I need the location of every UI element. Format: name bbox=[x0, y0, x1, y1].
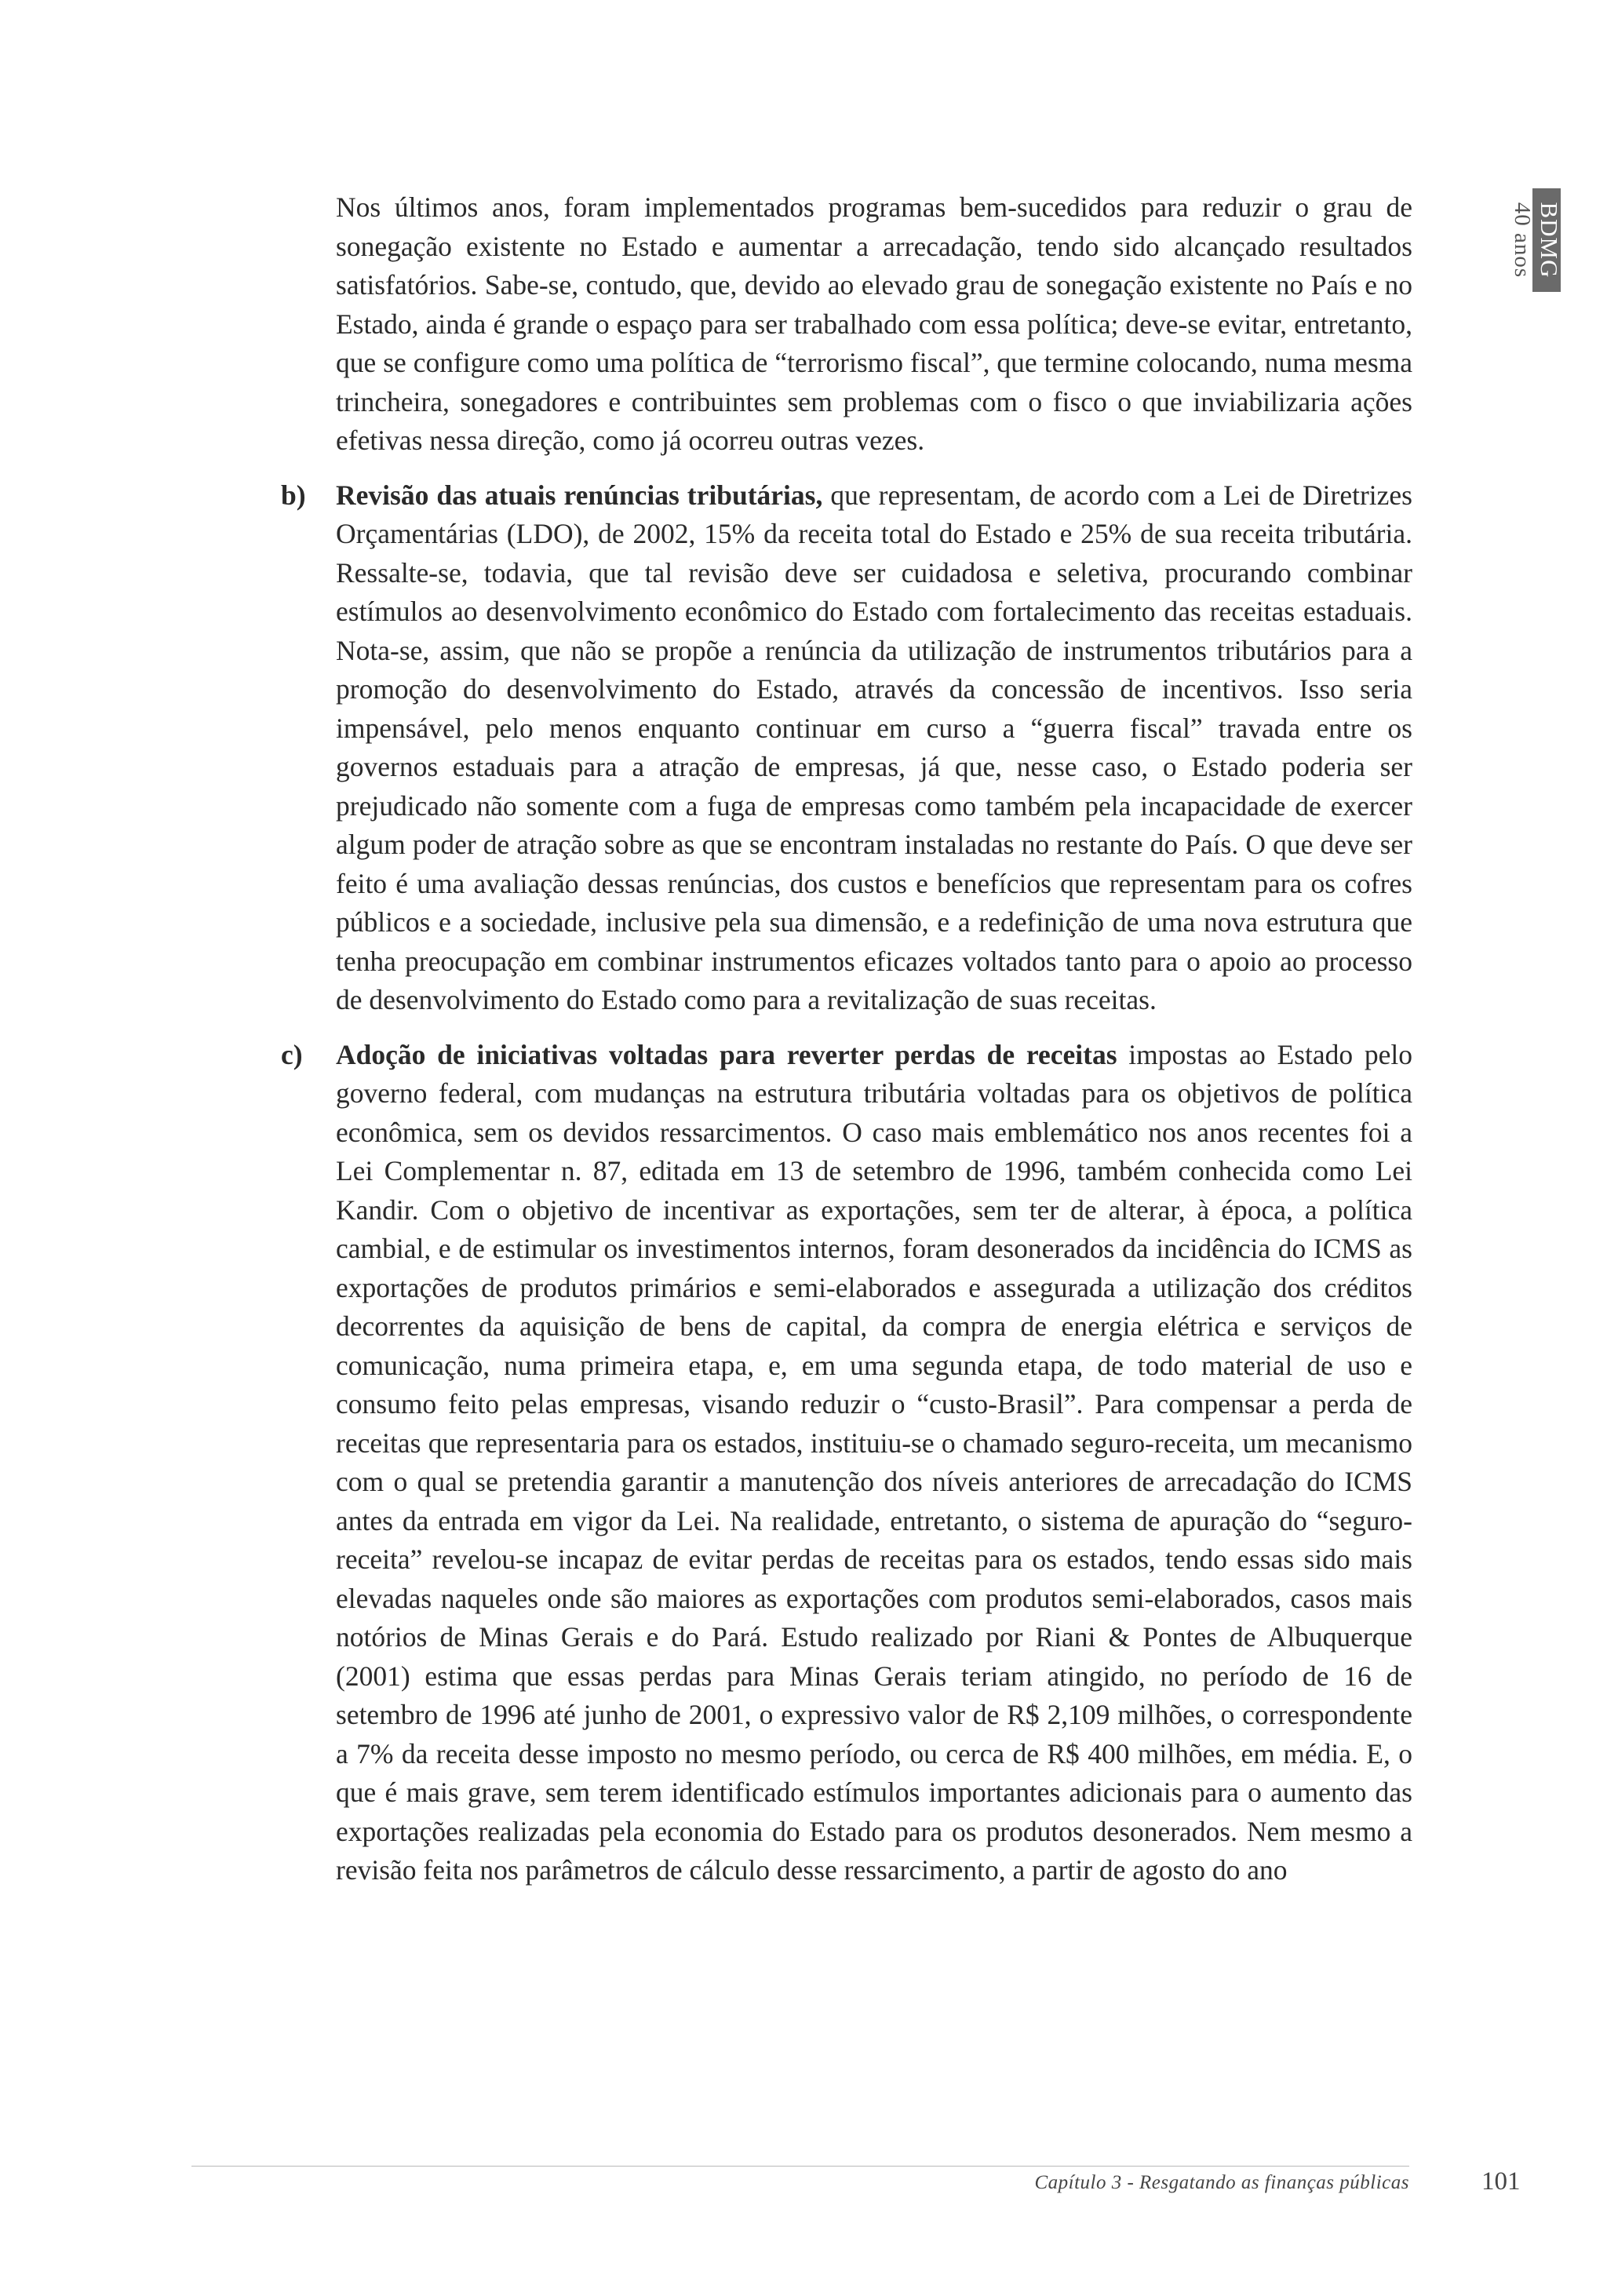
sidebar-brand: BDMG bbox=[1536, 202, 1563, 279]
sidebar-rotated-label bbox=[1508, 188, 1563, 292]
list-item-text: que representam, de acordo com a Lei de Diretrizes Orçamentárias (LDO), de 2002, 15% da receita total do Estado e 25% de sua receita tributária. Ressalte-se, todavia, que tal revisão deve ser cuidadosa e seletiva, procurando combinar estímulos ao desenvolvimento econômico do Estado com fortalecimento das receitas estaduais. Nota-se, assim, que não se propõe a renúncia da utilização de instrumentos tributários para a promoção do desenvolvimento do Estado, através da concessão de incentivos. Isso seria impensável, pelo menos enquanto continuar em curso a “guerra fiscal” travada entre os governos estaduais para a atração de empresas, já que, nesse caso, o Estado poderia ser prejudicado não somente com a fuga de empresas como também pela incapacidade de exercer algum poder de atração sobre as que se encontram instaladas no restante do País. O que deve ser feito é uma avaliação dessas renúncias, dos custos e benefícios que representam para os cofres públicos e a sociedade, inclusive pela sua dimensão, e a redefinição de uma nova estrutura que tenha preocupação em combinar instrumentos eficazes voltados tanto para o apoio ao processo de desenvolvimento do Estado como para a revitalização de suas receitas. bbox=[336, 479, 1412, 1015]
list-item-b bbox=[281, 476, 1412, 1020]
intro-paragraph: Nos últimos anos, foram implementados programas bem-sucedidos para reduzir o grau de sonegação existente no Estado e aumentar a arrecadação, tendo sido alcançado resultados satisfatórios. Sabe-se, contudo, que, devido ao elevado grau de sonegação existente no País e no Estado, ainda é grande o espaço para ser trabalhado com essa política; deve-se evitar, entretanto, que se configure como uma política de “terrorismo fiscal”, que termine colocando, numa mesma trincheira, sonegadores e contribuintes sem problemas com o fisco o que inviabilizaria ações efetivas nessa direção, como já ocorreu outras vezes. bbox=[336, 191, 1412, 456]
list-item-lead: Adoção de iniciativas voltadas para reverter perdas de receitas bbox=[336, 1038, 1117, 1070]
footer-chapter-caption: Capítulo 3 - Resgatando as finanças públicas bbox=[1034, 2172, 1409, 2193]
list-marker: c) bbox=[281, 1038, 303, 1070]
document-body bbox=[281, 188, 1412, 1906]
list-item-c bbox=[281, 1036, 1412, 1890]
footer-divider bbox=[191, 2166, 1409, 2167]
list-item-lead: Revisão das atuais renúncias tributárias, bbox=[336, 479, 823, 511]
page-number: 101 bbox=[1481, 2167, 1521, 2196]
list-marker: b) bbox=[281, 479, 306, 511]
list-item-text: impostas ao Estado pelo governo federal, com mudanças na estrutura tributária voltadas para os objetivos de política econômica, sem os devidos ressarcimentos. O caso mais emblemático nos anos recentes foi a Lei Complementar n. 87, editada em 13 de setembro de 1996, também conhecida como Lei Kandir. Com o objetivo de incentivar as exportações, sem ter de alterar, à época, a política cambial, e de estimular os investimentos internos, foram desonerados da incidência do ICMS as exportações de produtos primários e semi-elaborados e assegurada a utilização dos créditos decorrentes da aquisição de bens de capital, da compra de energia elétrica e serviços de comunicação, numa primeira etapa, e, em uma segunda etapa, de todo material de uso e consumo feito pelas empresas, visando reduzir o “custo-Brasil”. Para compensar a perda de receitas que representaria para os estados, instituiu-se o chamado seguro-receita, um mecanismo com o qual se pretendia garantir a manutenção dos níveis anteriores de arrecadação do ICMS antes da entrada em vigor da Lei. Na realidade, entretanto, o sistema de apuração do “seguro-receita” revelou-se incapaz de evitar perdas de receitas para os estados, tendo essas sido mais elevadas naqueles onde são maiores as exportações com produtos semi-elaborados, casos mais notórios de Minas Gerais e do Pará. Estudo realizado por Riani & Pontes de Albuquerque (2001) estima que essas perdas para Minas Gerais teriam atingido, no período de 16 de setembro de 1996 até junho de 2001, o expressivo valor de R$ 2,109 milhões, o correspondente a 7% da receita desse imposto no mesmo período, ou cerca de R$ 400 milhões, em média. E, o que é mais grave, sem terem identificado estímulos importantes adicionais para o aumento das exportações realizadas pela economia do Estado para os produtos desonerados. Nem mesmo a revisão feita nos parâmetros de cálculo desse ressarcimento, a partir de agosto do ano bbox=[336, 1038, 1412, 1886]
sidebar-subtitle: 40 anos bbox=[1510, 202, 1535, 279]
sidebar-tab bbox=[1508, 188, 1563, 292]
